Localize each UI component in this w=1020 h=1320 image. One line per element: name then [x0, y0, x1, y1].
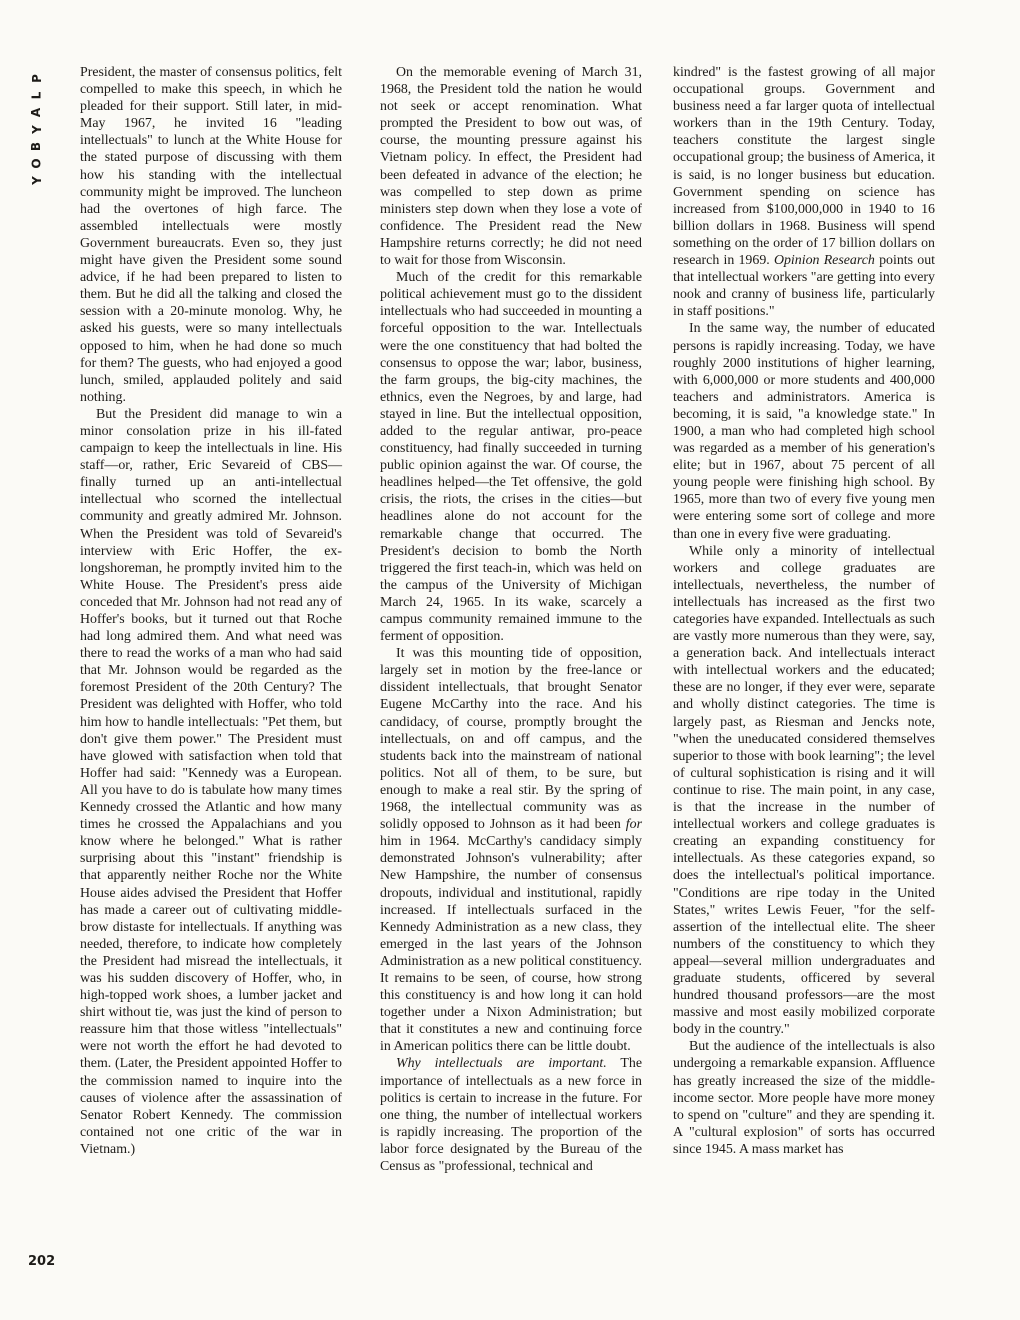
- paragraph: President, the master of consensus politics, felt compelled to make this speech, in which he pleaded for their support. Still later, in mid-May 1967, he invited 16 "leading intellectuals" to lunch at the White House for the stated purpose of discussing with them how his standing with the intellectual community might be improved. The luncheon had the overtones of high farce. The assembled intellectuals were mostly Government bureaucrats. Even so, they just might have given the President some sound advice, if he had been prepared to listen to them. But he did all the talking and closed the session with a 20-minute monolog. Why, he asked his guests, were so many intellectuals opposed to him, when he had done so much for them? The guests, who had enjoyed a good lunch, smiled, applauded politely and said nothing.: [80, 65, 342, 405]
- magazine-letter: Y: [29, 125, 44, 134]
- paragraph-text: kindred" is the fastest growing of all major occupational groups. Government and business need a far larger quota of intellectual workers than in the 19th Century. Today, teachers constitute the largest single occupational group; the business of America, it is said, is no longer business but education. Government spending on science has increased from $100,000,000 in 1940 to 16 billion dollars in 1968. Business will spend something on the order of 17 billion dollars on research in 1969.: [673, 65, 935, 269]
- page-number: 202: [28, 1254, 56, 1269]
- paragraph-text: points out that intellectual workers "are getting into every nook and cranny of business life, particularly in staff positions.": [673, 253, 936, 320]
- paragraph-text: him in 1964. McCarthy's candidacy simply demonstrated Johnson's vulnerability; after New Hampshire, the number of consensus dropouts, individual and institutional, rapidly increased. If intellectuals surfaced in the Kennedy Administration as a new class, they emerged in the last years of the Johnson Administration as a new political constituency. It remains to be seen, of course, how strong this constituency is and how long it can hold together under a Nixon Administration; but that it constitutes a new and continuing force in American politics there can be little doubt.: [380, 834, 642, 1055]
- paragraph: But the President did manage to win a minor consolation prize in his ill-fated campaign to keep the intellectuals in line. His staff—or, rather, Eric Sevareid of CBS—finally turned up an anti-intellectual intellectual who scorned the intellectual community and greatly admired Mr. Johnson. When the President was told of Sevareid's interview with Eric Hoffer, the ex-longshoreman, he promptly invited him to the White House. The President's press aide conceded that Mr. Johnson had not read any of Hoffer's books, but it turned out that Roche had long admired them. And what need was there to read the works of a man who had said that Mr. Johnson would be regarded as the foremost President of the 20th Century? The President was delighted with Hoffer, who told him how to handle intellectuals: "Pet them, but don't give them power." The President must have glowed with satisfaction when told that Hoffer had said: "Kennedy was a European. All you have to do is tabulate how many times Kennedy crossed the Atlantic and how many times he crossed the Appalachians and you know where he belonged." What is rather surprising about this "instant" friendship is that apparently neither Roche nor the White House aides advised the President that Hoffer has made a career out of cultivating middle-brow distaste for intellectuals. If anything was needed, therefore, to indicate how completely the President had misread the intellectuals, it was his sudden discovery of Hoffer, who, in high-topped work shoes, a lumber jacket and shirt without tie, was just the kind of person to reassure him that those witless "intellectuals" were not worth the effort he had devoted to them. (Later, the President appointed Hoffer to the commission named to inquire into the causes of violence after the assassination of Senator Robert Kennedy. The commission contained not one critic of the war in Vietnam.): [80, 406, 342, 1157]
- article-column-3: [673, 64, 935, 1158]
- paragraph-text: The importance of intellectuals as a new force in politics is certain to increase in the future. For one thing, the number of intellectual workers is rapidly increasing. The proportion of the labor force designated by the Bureau of the Census as "professional, technical and: [380, 1056, 642, 1174]
- magazine-letter: O: [29, 158, 44, 169]
- emphasis: for: [625, 817, 642, 833]
- magazine-letter: P: [29, 74, 44, 83]
- magazine-letter: B: [29, 141, 44, 152]
- paragraph: [673, 64, 935, 320]
- paragraph: While only a minority of intellectual workers and college graduates are intellectuals, nevertheless, the number of intellectuals has increased as the first two categories have expanded. Intellectuals as such are vastly more numerous than they were, say, a generation back. And intellectuals interact with intellectual workers and the educated; these are no longer, if they ever were, separate and wholly distinct categories. The time is largely past, as Riesman and Jencks note, "when the uneducated considered themselves superior to those with book learning"; the level of cultural sophistication is rising and it will continue to rise. The main point, in any case, is that the increase in the number of intellectual workers and college graduates is creating an expanding constituency for intellectuals. As these categories expand, so does the intellectual's political importance. "Conditions are ripe today in the United States," writes Lewis Feuer, "for the self-assertion of the intellectual elite. The sheer numbers of the constituency to which they appeal—several million undergraduates and graduate students, officered by several hundred thousand professors—are the most massive and most easily mobilized corporate body in the country.": [673, 543, 935, 1038]
- section-subhead: Why intellectuals are important.: [396, 1056, 607, 1072]
- article-column-2: [380, 64, 642, 1175]
- paragraph: [380, 1055, 642, 1175]
- paragraph: Much of the credit for this remarkable political achievement must go to the dissident intellectuals who had succeeded in mounting a forceful opposition to the war. Intellectuals were the one constituency that had bolted the consensus to oppose the war; labor, business, the farm groups, the big-city machines, the ethnics, even the Negroes, by and large, had stayed in line. But the intellectual opposition, added to the regular antiwar, pro-peace constituency, had finally succeeded in turning public opinion against the war. Of course, the headlines helped—the Tet offensive, the gold crisis, the riots, the crises in the cities—but headlines alone do not account for the remarkable change that occurred. The President's decision to bomb the North triggered the first teach-in, which was held on the campus of the University of Michigan March 24, 1965. In its wake, scarcely a campus community remained immune to the ferment of opposition.: [380, 270, 642, 645]
- magazine-name-vertical: [26, 70, 48, 189]
- article-column-1: [80, 64, 342, 1158]
- publication-title: Opinion Research: [773, 253, 875, 269]
- magazine-letter: Y: [29, 176, 44, 185]
- paragraph: But the audience of the intellectuals is also undergoing a remarkable expansion. Affluence has greatly increased the size of the middle-income sector. More people have more money to spend on "culture" and they are spending it. A "cultural explosion" of sorts has occurred since 1945. A mass market has: [673, 1039, 935, 1157]
- paragraph: In the same way, the number of educated persons is rapidly increasing. Today, we have roughly 2000 institutions of higher learning, with 6,000,000 or more students and 400,000 teachers and administrators. America is becoming, it is said, "a knowledge state." In 1900, a man who had completed high school was regarded as a member of his generation's elite; but in 1967, about 75 percent of all young people were finishing high school. By 1965, more than two of every five young men were entering some sort of college and more than one in every five were graduating.: [673, 321, 935, 542]
- paragraph: On the memorable evening of March 31, 1968, the President told the nation he would not seek or accept renomination. What prompted the President to bow out was, of course, the mounting pressure against his Vietnam policy. In effect, the President had been defeated in advance of the election; he was compelled to step down as prime ministers step down when they lose a vote of confidence. The President read the New Hampshire returns correctly; he did not need to wait for those from Wisconsin.: [380, 65, 642, 269]
- paragraph-text: It was this mounting tide of opposition, largely set in motion by the free-lance or dissident intellectuals, that brought Senator Eugene McCarthy into the race. And his candidacy, of course, promptly brought the intellectuals, on and off campus, and the students back into the mainstream of national politics. Not all of them, to be sure, but enough to make a real stir. By the spring of 1968, the intellectual community was as solidly opposed to Johnson as it had been: [380, 646, 642, 833]
- magazine-letter: L: [29, 91, 44, 100]
- magazine-letter: A: [29, 107, 44, 118]
- paragraph: [380, 645, 642, 1055]
